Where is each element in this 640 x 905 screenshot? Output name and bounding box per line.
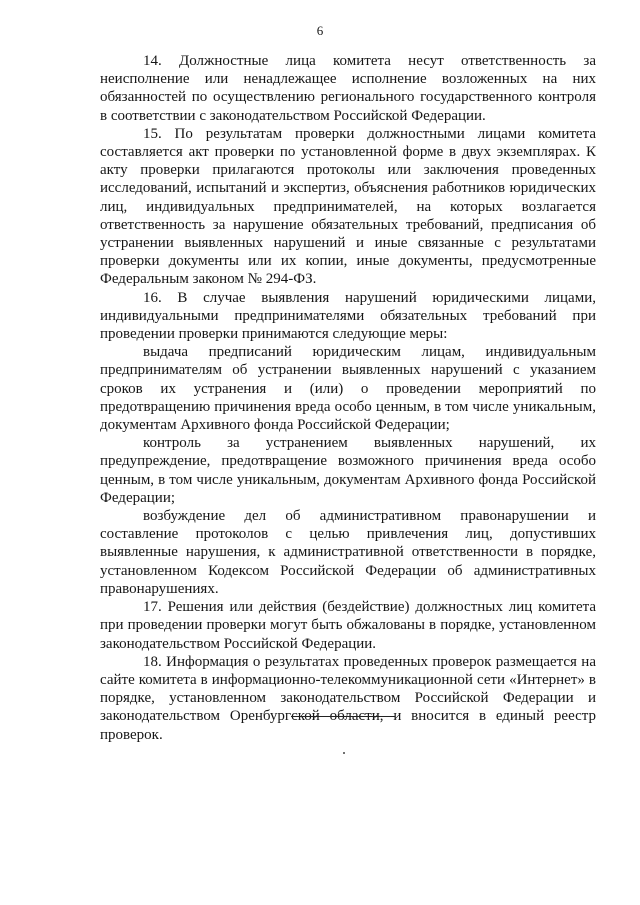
paragraph-17: 17. Решения или действия (бездействие) должностных лиц комитета при проведении проверки могут быть обжалованы в порядке, установленном законодательством Российской Федерации. [100, 599, 596, 652]
measure-control: контроль за устранением выявленных нарушений, их предупреждение, предотвращение возможного причинения вреда особо ценным, в том числе уникальным, документам Архивного фонда Российской Федерации; [100, 435, 596, 506]
end-separator-line [291, 716, 395, 717]
paragraph-16: 16. В случае выявления нарушений юридическими лицами, индивидуальными предпринимателями обязательных требований при проведении проверки принимаются следующие меры: [100, 289, 596, 343]
paragraph-15: 15. По результатам проверки должностными лицами комитета составляется акт проверки по установленной форме в двух экземплярах. К акту проверки прилагаются протоколы или заключения проведенных исследований, испытаний и экспертиз, объяснения работников юридических лиц, индивидуальных предпринимателей, на которых возлагается ответственность за нарушение обязательных требований, предписания об устранении выявленных нарушений и иные связанные с результатами проверки документы или их копии, иные документы, предусмотренные Федеральным законом № 294-ФЗ. [100, 125, 596, 288]
measure-prescriptions: выдача предписаний юридическим лицам, индивидуальным предпринимателям об устранении выявленных нарушений с указанием сроков их устранения и (или) о проведении мероприятий по предотвращению причинения вреда особо ценным, в том числе уникальным, документам Архивного фонда Российской Федерации; [100, 344, 596, 434]
page-number: 6 [316, 23, 324, 38]
paragraph-18: 18. Информация о результатах проведенных проверок размещается на сайте комитета в информационно-телекоммуникационной сети «Интернет» в порядке, установленном законодательством Российской Федерации и законодательством Оренбургской области, и вносится в единый реестр проверок. [100, 653, 596, 743]
measure-administrative-cases: возбуждение дел об административном правонарушении и составление протоколов с целью привлечения лиц, допустивших выявленные нарушения, к административной ответственности в порядке, установленном Кодексом Российской Федерации об административных правонарушениях. [100, 508, 596, 597]
paragraph-14: 14. Должностные лица комитета несут ответственность за неисполнение или ненадлежащее исполнение возложенных на них обязанностей по осуществлению регионального государственного контроля в соответствии с законодательством Российской Федерации. [100, 53, 596, 124]
scan-dot [343, 752, 345, 754]
document-body [100, 52, 596, 744]
